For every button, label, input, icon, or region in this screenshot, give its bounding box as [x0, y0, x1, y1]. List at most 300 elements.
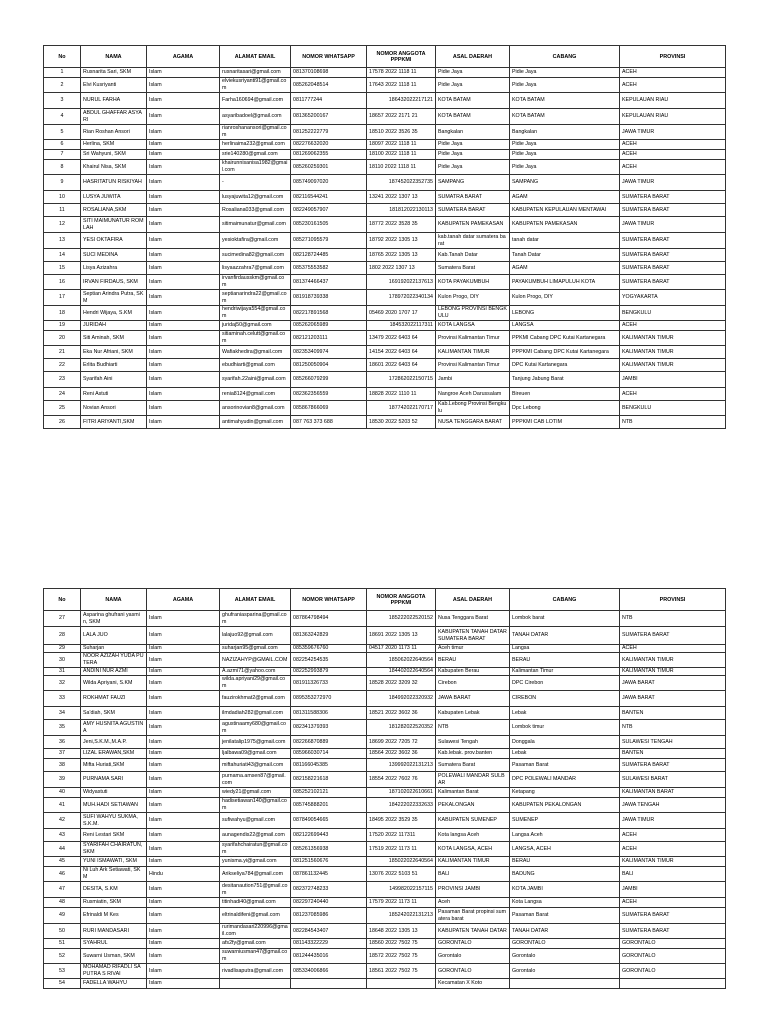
cell-whatsapp: 085375553582	[291, 262, 367, 275]
cell-member-number: 184222022332633	[367, 798, 436, 813]
cell-member-number: 18100 2022 1118 11	[367, 150, 436, 160]
column-header-whatsapp: NOMOR WHATSAPP	[291, 46, 367, 68]
cell-branch: PPKMI Cabang DPC Kutai Kartanegara	[510, 331, 620, 346]
cell-branch: Pidie Jaya	[510, 68, 620, 78]
cell-member-name: YESI OKTAFIRA	[81, 233, 147, 249]
cell-whatsapp: 081918739338	[291, 290, 367, 306]
cell-row-no: 48	[44, 898, 81, 908]
cell-member-name: Reni Astuti	[81, 388, 147, 401]
cell-region: Pasaman Barat propinsi sumatera barat	[436, 908, 510, 924]
cell-email: -	[220, 175, 291, 191]
cell-branch: Gorontalo	[510, 949, 620, 964]
cell-member-name: Novian Ansori	[81, 401, 147, 416]
cell-whatsapp: 081311588306	[291, 707, 367, 720]
cell-row-no: 7	[44, 150, 81, 160]
cell-member-number: 18560 2022 7502 75	[367, 939, 436, 949]
cell-whatsapp: 085867866069	[291, 401, 367, 416]
cell-row-no: 53	[44, 964, 81, 979]
cell-province: ACEH	[620, 140, 726, 150]
cell-branch: DPC Kutai Kartanegara	[510, 359, 620, 372]
members-table-1	[43, 45, 726, 429]
cell-member-name: SYARIFAH CHAIRATUN, SKM	[81, 842, 147, 857]
cell-row-no: 2	[44, 78, 81, 93]
cell-region: KABUPATEN TANAH DATAR SUMATERA BARAT	[436, 627, 510, 645]
cell-whatsapp: 085230161505	[291, 217, 367, 233]
cell-whatsapp: 085359676760	[291, 645, 367, 653]
cell-row-no: 10	[44, 191, 81, 204]
table-row	[44, 401, 726, 416]
cell-email: asyaribadoel@gmail.com	[220, 109, 291, 125]
cell-region: Nangroe Aceh Darussalam	[436, 388, 510, 401]
cell-religion: Islam	[147, 249, 220, 262]
table-row	[44, 898, 726, 908]
table-row	[44, 924, 726, 939]
cell-row-no: 50	[44, 924, 81, 939]
cell-member-name: NURUL FARHA	[81, 93, 147, 109]
cell-religion: Islam	[147, 125, 220, 140]
cell-branch: Tanah Datar	[510, 249, 620, 262]
cell-province: KALIMANTAN TIMUR	[620, 331, 726, 346]
cell-member-number: 172862022150715	[367, 372, 436, 388]
cell-region: Kalimantan Barat	[436, 788, 510, 798]
cell-province: BENGKULU	[620, 306, 726, 321]
cell-religion: Islam	[147, 772, 220, 788]
cell-member-name: YUNI ISMAWATI, SKM	[81, 857, 147, 867]
cell-member-number: 149982022157115	[367, 882, 436, 898]
cell-row-no: 51	[44, 939, 81, 949]
cell-email: Arikseliya784@gmail.com	[220, 867, 291, 882]
table-row	[44, 867, 726, 882]
cell-region: KOTA LANGSA, ACEH	[436, 842, 510, 857]
cell-email: khairunnisanisa1982@gmail.com	[220, 160, 291, 175]
cell-branch: Kota Langsa	[510, 898, 620, 908]
cell-member-name: ROSALIANA,SKM	[81, 204, 147, 217]
cell-whatsapp: 081237085986	[291, 908, 367, 924]
cell-member-name: LIZAL ERAWAN,SKM	[81, 749, 147, 759]
cell-region: Pidie Jaya	[436, 68, 510, 78]
cell-whatsapp: 082297240440	[291, 898, 367, 908]
cell-whatsapp	[291, 979, 367, 989]
cell-branch	[510, 979, 620, 989]
cell-whatsapp: 082217891568	[291, 306, 367, 321]
cell-province: SUMATERA BARAT	[620, 204, 726, 217]
cell-religion: Islam	[147, 372, 220, 388]
table-row	[44, 275, 726, 290]
cell-province: ACEH	[620, 645, 726, 653]
cell-region: Pidie Jaya	[436, 150, 510, 160]
cell-religion: Islam	[147, 645, 220, 653]
cell-province: JAWA TIMUR	[620, 175, 726, 191]
cell-region: GORONTALO	[436, 964, 510, 979]
cell-branch: KOTA BATAM	[510, 93, 620, 109]
cell-religion: Islam	[147, 627, 220, 645]
cell-email: ebudhiarti@gmail.com	[220, 359, 291, 372]
cell-region: PEKALONGAN	[436, 798, 510, 813]
cell-member-number: 18510 2022 3526 35	[367, 125, 436, 140]
cell-branch: PAYAKUMBUH LIMAPULUH KOTA	[510, 275, 620, 290]
table-row	[44, 653, 726, 668]
column-header-whatsapp: NOMOR WHATSAPP	[291, 589, 367, 611]
cell-row-no: 49	[44, 908, 81, 924]
cell-province: JAWA BARAT	[620, 691, 726, 707]
cell-religion: Islam	[147, 668, 220, 676]
cell-email: juridaj50@gmail.com	[220, 321, 291, 331]
cell-province: GORONTALO	[620, 949, 726, 964]
cell-member-name: Rusnarita Sari, SKM	[81, 68, 147, 78]
column-header-member-name: NAMA	[81, 589, 147, 611]
cell-region: KOTA BATAM	[436, 93, 510, 109]
cell-email: elviekusriyanti91@gmail.com	[220, 78, 291, 93]
cell-member-number: 18691 2022 1305 13	[367, 627, 436, 645]
cell-religion: Islam	[147, 359, 220, 372]
cell-row-no: 25	[44, 401, 81, 416]
cell-row-no: 6	[44, 140, 81, 150]
cell-whatsapp: 082276632020	[291, 140, 367, 150]
cell-region: Jambi	[436, 372, 510, 388]
cell-region: Pidie Jaya	[436, 140, 510, 150]
table-row	[44, 627, 726, 645]
cell-whatsapp: 085252102121	[291, 788, 367, 798]
cell-region: Bangkalan	[436, 125, 510, 140]
column-header-region: ASAL DAERAH	[436, 589, 510, 611]
cell-row-no: 45	[44, 857, 81, 867]
cell-row-no: 22	[44, 359, 81, 372]
cell-whatsapp: 081370108698	[291, 68, 367, 78]
column-header-region: ASAL DAERAH	[436, 46, 510, 68]
table-row	[44, 676, 726, 691]
cell-member-name: Mifta Huriati,SKM	[81, 759, 147, 772]
cell-member-name: Khairul Nisa, SKM	[81, 160, 147, 175]
cell-branch: Pidie Jaya	[510, 160, 620, 175]
cell-branch: Lombok timur	[510, 720, 620, 736]
cell-whatsapp: 081143322229	[291, 939, 367, 949]
cell-email: aunagendis22@gmail.com	[220, 829, 291, 842]
cell-email: wiedy21@gmail.com	[220, 788, 291, 798]
cell-branch: Lombok barat	[510, 611, 620, 627]
cell-row-no: 13	[44, 233, 81, 249]
column-header-province: PROVINSI	[620, 46, 726, 68]
cell-region: Kecamatan X Koto	[436, 979, 510, 989]
cell-email: agustinaamy680@gmail.com	[220, 720, 291, 736]
cell-member-number: 185242022131213	[367, 908, 436, 924]
cell-province: SUMATERA BARAT	[620, 249, 726, 262]
cell-whatsapp: 082128724485	[291, 249, 367, 262]
cell-email: ilmdadiah282@gmail.com	[220, 707, 291, 720]
cell-region: Provinsi Kalimantan Timur	[436, 359, 510, 372]
cell-branch: AGAM	[510, 262, 620, 275]
cell-province: JAMBI	[620, 882, 726, 898]
table-row	[44, 233, 726, 249]
cell-religion: Islam	[147, 898, 220, 908]
cell-religion: Islam	[147, 93, 220, 109]
cell-member-name: SUFI WAHYU SUKMA, S.K.M.	[81, 813, 147, 829]
cell-member-number: 18521 2022 3602 36	[367, 707, 436, 720]
cell-whatsapp: 081250050904	[291, 359, 367, 372]
cell-branch: Pasaman Barat	[510, 759, 620, 772]
cell-whatsapp: 081374466437	[291, 275, 367, 290]
cell-province: SULAWESI BARAT	[620, 772, 726, 788]
cell-branch: KABUPATEN PEKALONGAN	[510, 798, 620, 813]
cell-religion: Islam	[147, 217, 220, 233]
cell-member-number: 181282022520352	[367, 720, 436, 736]
cell-row-no: 21	[44, 346, 81, 359]
cell-row-no: 40	[44, 788, 81, 798]
cell-member-name: Elvi Kusriyanti	[81, 78, 147, 93]
cell-row-no: 47	[44, 882, 81, 898]
cell-religion: Islam	[147, 321, 220, 331]
cell-row-no: 35	[44, 720, 81, 736]
cell-region: Kabupaten Berau	[436, 668, 510, 676]
cell-region: Kota langsa Aceh	[436, 829, 510, 842]
cell-branch: BADUNG	[510, 867, 620, 882]
cell-member-number: 187102022610661	[367, 788, 436, 798]
cell-branch: Tanjung Jabung Barat	[510, 372, 620, 388]
cell-branch: BERAU	[510, 857, 620, 867]
cell-province: KALIMANTAN TIMUR	[620, 346, 726, 359]
table-row	[44, 262, 726, 275]
cell-email: Wafiakhedira@gmail.com	[220, 346, 291, 359]
cell-whatsapp: 085266079299	[291, 372, 367, 388]
cell-religion: Islam	[147, 964, 220, 979]
cell-religion: Islam	[147, 653, 220, 668]
cell-email: rurimandasari220996@gmail.com	[220, 924, 291, 939]
cell-row-no: 16	[44, 275, 81, 290]
table-row	[44, 359, 726, 372]
cell-member-name: SYAHRUL	[81, 939, 147, 949]
cell-branch: CIREBON	[510, 691, 620, 707]
cell-member-number: 18601 2022 6403 64	[367, 359, 436, 372]
cell-email: septianarindra22@gmail.com	[220, 290, 291, 306]
table-row	[44, 204, 726, 217]
cell-whatsapp: 081244435016	[291, 949, 367, 964]
table-row	[44, 939, 726, 949]
cell-whatsapp: 081363242829	[291, 627, 367, 645]
cell-member-number: 18097 2022 1118 11	[367, 140, 436, 150]
cell-whatsapp: 082121203111	[291, 331, 367, 346]
cell-row-no: 42	[44, 813, 81, 829]
cell-member-name: Sa'diah, SKM	[81, 707, 147, 720]
cell-member-name: RURI MANDASARI	[81, 924, 147, 939]
cell-member-number: 18765 2022 1305 13	[367, 249, 436, 262]
cell-branch: DPC Cirebon	[510, 676, 620, 691]
cell-whatsapp: 082284543407	[291, 924, 367, 939]
cell-branch: Pidie Jaya	[510, 140, 620, 150]
cell-row-no: 54	[44, 979, 81, 989]
cell-member-name: Rian Roshan Ansori	[81, 125, 147, 140]
cell-province: GORONTALO	[620, 939, 726, 949]
table-row	[44, 321, 726, 331]
cell-branch: TANAH DATAR	[510, 627, 620, 645]
cell-row-no: 41	[44, 798, 81, 813]
cell-religion: Islam	[147, 707, 220, 720]
cell-member-number: 13241 2022 1307 13	[367, 191, 436, 204]
cell-branch: Donggala	[510, 736, 620, 749]
cell-member-name: DESITA, S.KM	[81, 882, 147, 898]
cell-row-no: 4	[44, 109, 81, 125]
cell-whatsapp: 082158221618	[291, 772, 367, 788]
cell-row-no: 9	[44, 175, 81, 191]
cell-member-name: Suwarni Usman, SKM	[81, 949, 147, 964]
cell-region: Gorontalo	[436, 949, 510, 964]
cell-member-number: 18561 2022 7502 75	[367, 964, 436, 979]
cell-member-number: 139992022131213	[367, 759, 436, 772]
cell-province: KEPULAUAN RIAU	[620, 93, 726, 109]
cell-region: BALI	[436, 867, 510, 882]
cell-whatsapp: 082249057907	[291, 204, 367, 217]
cell-region: Pidie Jaya	[436, 78, 510, 93]
cell-member-name: Siti Aminah, SKM	[81, 331, 147, 346]
cell-province	[620, 979, 726, 989]
cell-whatsapp: 082266870889	[291, 736, 367, 749]
cell-whatsapp: 082252993879	[291, 668, 367, 676]
cell-religion: Islam	[147, 924, 220, 939]
cell-province: NTB	[620, 416, 726, 429]
cell-whatsapp: 082341379393	[291, 720, 367, 736]
table-row	[44, 78, 726, 93]
table-row	[44, 668, 726, 676]
cell-member-number: 05469 2020 1707 17	[367, 306, 436, 321]
cell-whatsapp: 081252222779	[291, 125, 367, 140]
cell-member-number: 187452022352735	[367, 175, 436, 191]
cell-region: Cirebon	[436, 676, 510, 691]
cell-member-name: Lisya Azizahra	[81, 262, 147, 275]
cell-email	[220, 979, 291, 989]
cell-member-number: 18495 2022 3529 35	[367, 813, 436, 829]
cell-email: wilda.apriyani29@gmail.com	[220, 676, 291, 691]
column-header-religion: AGAMA	[147, 589, 220, 611]
cell-row-no: 29	[44, 645, 81, 653]
cell-member-name: Reni Lestari SKM	[81, 829, 147, 842]
cell-branch: Pidie Jaya	[510, 78, 620, 93]
cell-region: KABUPATEN TANAH DATAR	[436, 924, 510, 939]
cell-email: yunisma.yi@gmail.com	[220, 857, 291, 867]
table-row	[44, 150, 726, 160]
cell-region: Aceh	[436, 898, 510, 908]
cell-branch: Bireuen	[510, 388, 620, 401]
cell-religion: Islam	[147, 736, 220, 749]
cell-email: miftahuriati43@gmail.com	[220, 759, 291, 772]
cell-row-no: 31	[44, 668, 81, 676]
cell-row-no: 36	[44, 736, 81, 749]
cell-branch: PPPKMI Cabang DPC Kutai Kartanegara	[510, 346, 620, 359]
cell-region: Kab.Tanah Datar	[436, 249, 510, 262]
cell-email: fauzirokhmat2@gmail.com	[220, 691, 291, 707]
cell-branch: KOTA BATAM	[510, 109, 620, 125]
cell-member-number: 169192022137613	[367, 275, 436, 290]
table-row	[44, 160, 726, 175]
table-row	[44, 749, 726, 759]
cell-branch: tanah datar	[510, 233, 620, 249]
table-row	[44, 416, 726, 429]
cell-province: KALIMANTAN TIMUR	[620, 668, 726, 676]
table-header-row	[44, 46, 726, 68]
cell-religion: Islam	[147, 233, 220, 249]
table-row	[44, 217, 726, 233]
cell-member-number: 184402022640564	[367, 668, 436, 676]
cell-whatsapp: 087861132445	[291, 867, 367, 882]
cell-region: KOTA BATAM	[436, 109, 510, 125]
cell-region: Aceh timur	[436, 645, 510, 653]
cell-row-no: 34	[44, 707, 81, 720]
cell-row-no: 30	[44, 653, 81, 668]
cell-member-name: ABDUL GHAFFAR ASYARI	[81, 109, 147, 125]
cell-branch: LEBONG	[510, 306, 620, 321]
cell-whatsapp: 087 763 373 688	[291, 416, 367, 429]
cell-branch: SUMENEP	[510, 813, 620, 829]
members-table-2	[43, 588, 726, 989]
cell-member-name: FADELLA WAHYU	[81, 979, 147, 989]
table-row	[44, 707, 726, 720]
table-row	[44, 979, 726, 989]
cell-email: desitanaution751@gmail.com	[220, 882, 291, 898]
cell-email: suwarniusman47@gmail.com	[220, 949, 291, 964]
cell-whatsapp: 081911326733	[291, 676, 367, 691]
cell-whatsapp: 082372748233	[291, 882, 367, 898]
cell-whatsapp: 085261356938	[291, 842, 367, 857]
cell-email: renia8124@gmail.com	[220, 388, 291, 401]
cell-religion: Islam	[147, 78, 220, 93]
cell-province: JAMBI	[620, 372, 726, 388]
cell-member-name: Wilda Apriyani, S.KM	[81, 676, 147, 691]
cell-branch: Bangkalan	[510, 125, 620, 140]
cell-member-number: 14154 2022 6403 64	[367, 346, 436, 359]
cell-religion: Islam	[147, 109, 220, 125]
cell-religion: Islam	[147, 720, 220, 736]
cell-member-number: 178972022340134	[367, 290, 436, 306]
cell-member-number: 04517 2020 1173 11	[367, 645, 436, 653]
column-header-branch: CABANG	[510, 589, 620, 611]
cell-region: GORONTALO	[436, 939, 510, 949]
cell-branch: PPPKMI CAB LOTIM	[510, 416, 620, 429]
cell-religion: Islam	[147, 275, 220, 290]
cell-member-number: 18530 2022 5203 52	[367, 416, 436, 429]
table-row	[44, 842, 726, 857]
cell-region: KABUPATEN PAMEKASAN	[436, 217, 510, 233]
cell-row-no: 20	[44, 331, 81, 346]
cell-province: ACEH	[620, 78, 726, 93]
cell-member-name: JURIDAH	[81, 321, 147, 331]
table-row	[44, 140, 726, 150]
cell-province: SUMATERA BARAT	[620, 275, 726, 290]
cell-member-number: 185222022520152	[367, 611, 436, 627]
cell-email: irvanfirdausskm@gmail.com	[220, 275, 291, 290]
cell-email: A.azmi71@yahoo.com	[220, 668, 291, 676]
table-row	[44, 798, 726, 813]
cell-whatsapp: 085966030714	[291, 749, 367, 759]
cell-whatsapp: 085271095579	[291, 233, 367, 249]
table-row	[44, 772, 726, 788]
cell-branch: Pasaman Barat	[510, 908, 620, 924]
cell-province: KALIMANTAN TIMUR	[620, 857, 726, 867]
cell-email: lisyaazzahra7@gmail.com	[220, 262, 291, 275]
cell-branch: Dpc Lebong	[510, 401, 620, 416]
table-row	[44, 346, 726, 359]
cell-religion: Islam	[147, 842, 220, 857]
cell-province: BANTEN	[620, 749, 726, 759]
table-row	[44, 691, 726, 707]
cell-religion: Islam	[147, 306, 220, 321]
cell-branch: Kalimantan Timur	[510, 668, 620, 676]
cell-email: jenilatalip1975@gmail.com	[220, 736, 291, 749]
cell-region: BERAU	[436, 653, 510, 668]
cell-member-number: 18110 2022 1118 11	[367, 160, 436, 175]
cell-row-no: 18	[44, 306, 81, 321]
table-row	[44, 191, 726, 204]
cell-email: ghufraniasparina@gmail.com	[220, 611, 291, 627]
table-row	[44, 829, 726, 842]
cell-religion: Islam	[147, 798, 220, 813]
cell-religion: Islam	[147, 759, 220, 772]
